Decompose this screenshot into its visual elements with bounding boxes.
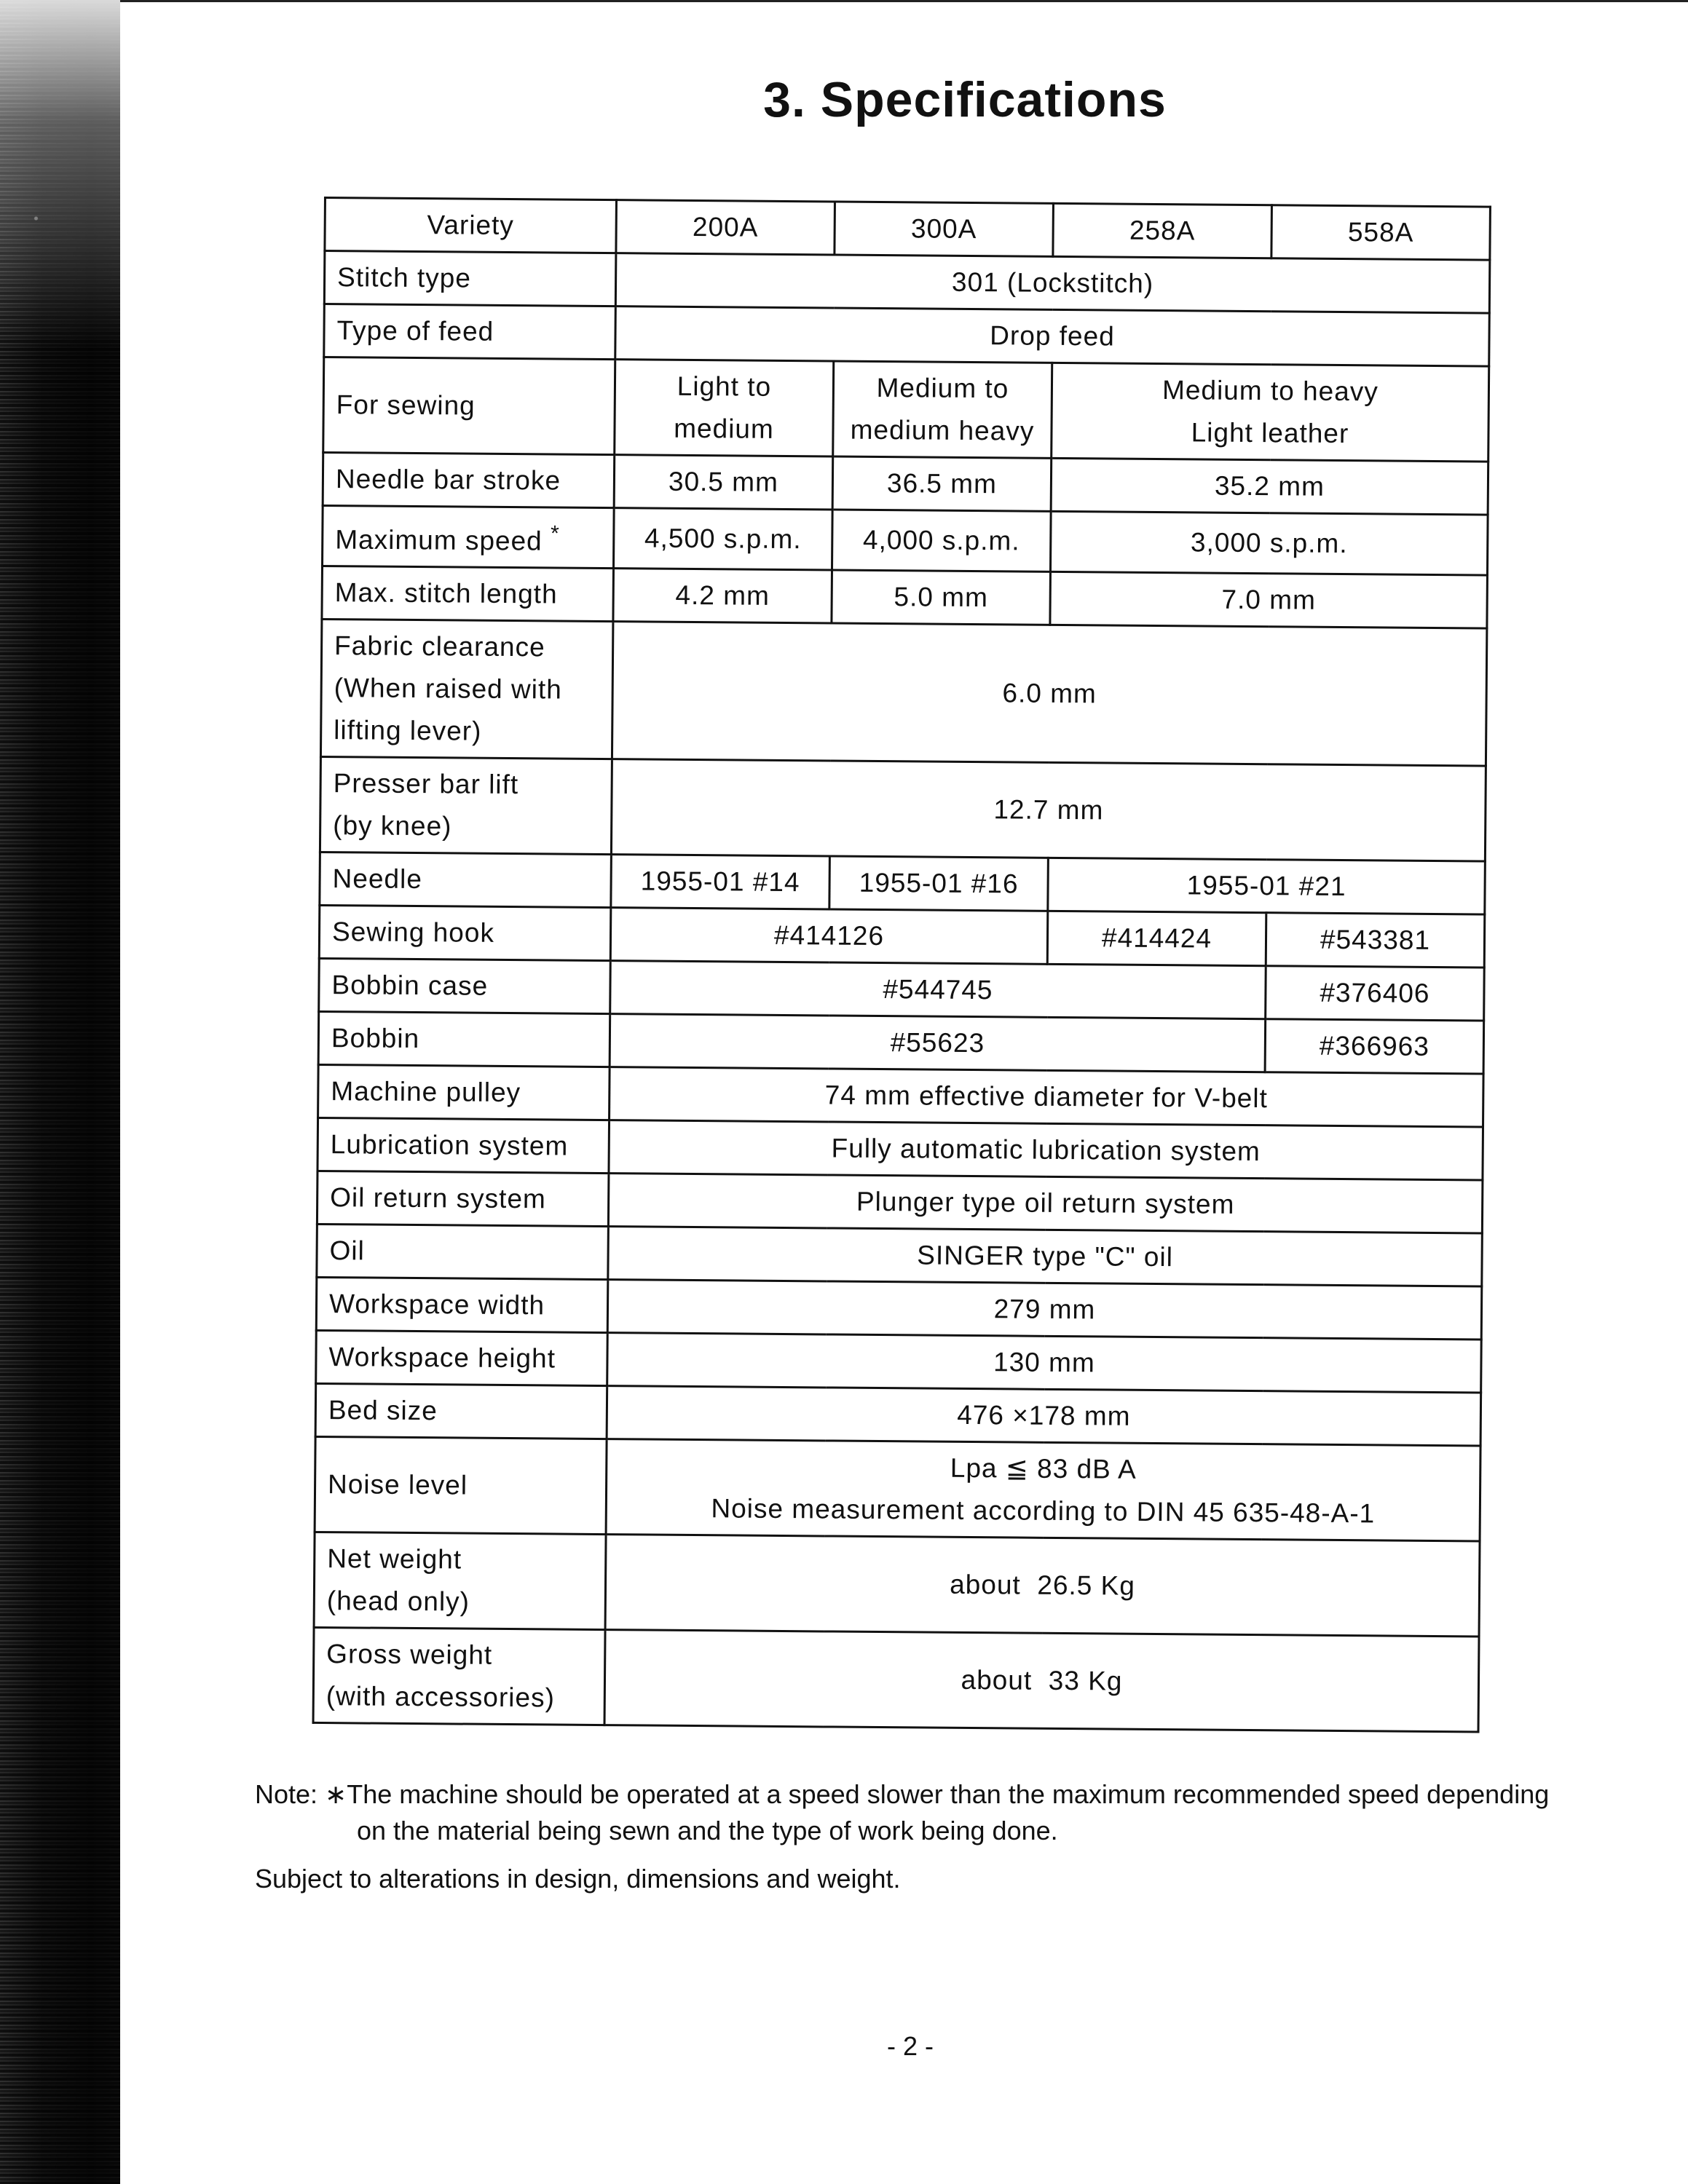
fabric-clearance-label-line3: lifting lever) xyxy=(334,715,482,747)
sewing-hook-label: Sewing hook xyxy=(319,906,611,961)
fabric-clearance-value: 6.0 mm xyxy=(612,622,1486,766)
maximum-speed-300a: 4,000 s.p.m. xyxy=(832,510,1051,572)
needle-bar-stroke-label: Needle bar stroke xyxy=(323,453,615,508)
net-weight-label-line2: (head only) xyxy=(326,1586,470,1617)
bobbin-200a-300a-258a: #55623 xyxy=(610,1014,1266,1072)
for-sewing-258a-558a-line2: Light leather xyxy=(1191,417,1349,449)
table-row-maximum-speed xyxy=(323,505,1488,575)
for-sewing-258a-558a xyxy=(1052,363,1489,462)
type-of-feed-label: Type of feed xyxy=(324,304,616,360)
table-row-bobbin xyxy=(318,1012,1484,1075)
lubrication-system-value: Fully automatic lubrication system xyxy=(609,1120,1483,1180)
maximum-speed-258a-558a: 3,000 s.p.m. xyxy=(1050,511,1488,575)
maximum-speed-label-cell xyxy=(323,505,615,568)
noise-level-value-line2: Noise measurement according to DIN 45 635-48-A-1 xyxy=(711,1493,1376,1529)
maximum-speed-200a: 4,500 s.p.m. xyxy=(613,508,832,571)
model-300a-header: 300A xyxy=(835,202,1054,256)
variety-label: Variety xyxy=(325,198,617,253)
needle-bar-stroke-300a: 36.5 mm xyxy=(832,456,1052,511)
bobbin-case-558a: #376406 xyxy=(1266,966,1485,1021)
workspace-height-label: Workspace height xyxy=(316,1331,608,1386)
stitch-type-label: Stitch type xyxy=(324,251,616,306)
gross-weight-value: about 33 Kg xyxy=(604,1630,1479,1732)
alterations-disclaimer: Subject to alterations in design, dimensions and weight. xyxy=(255,1864,901,1894)
presser-bar-lift-label-line2: (by knee) xyxy=(333,810,452,842)
for-sewing-200a-line2: medium xyxy=(674,413,774,444)
asterisk-mark: * xyxy=(550,521,560,546)
table-row-variety xyxy=(325,198,1491,261)
for-sewing-258a-558a-line1: Medium to heavy xyxy=(1162,375,1379,407)
needle-label: Needle xyxy=(320,852,612,908)
for-sewing-300a-line1: Medium to xyxy=(876,372,1009,404)
table-row-fabric-clearance xyxy=(320,620,1486,767)
max-stitch-length-300a: 5.0 mm xyxy=(832,570,1051,625)
footnote-line2: on the material being sewn and the type of work being done. xyxy=(357,1816,1058,1845)
noise-level-value-line1: Lpa ≦ 83 dB A xyxy=(950,1453,1137,1485)
table-row-for-sewing xyxy=(323,357,1489,462)
table-row-net-weight xyxy=(314,1532,1480,1637)
for-sewing-300a-line2: medium heavy xyxy=(850,414,1035,446)
footnote-line1: Note: ∗The machine should be operated at a speed slower than the maximum recommended speed depending xyxy=(255,1779,1550,1809)
specifications-table xyxy=(312,197,1491,1733)
max-stitch-length-258a-558a: 7.0 mm xyxy=(1050,572,1488,629)
table-row-sewing-hook xyxy=(319,906,1485,968)
workspace-width-value: 279 mm xyxy=(607,1280,1482,1340)
fabric-clearance-label-line1: Fabric clearance xyxy=(334,630,545,662)
stitch-type-value: 301 (Lockstitch) xyxy=(615,253,1490,313)
workspace-height-value: 130 mm xyxy=(607,1333,1482,1393)
sewing-hook-200a-300a: #414126 xyxy=(610,908,1048,965)
for-sewing-300a xyxy=(833,361,1052,458)
needle-258a-558a: 1955-01 #21 xyxy=(1048,858,1486,915)
table-row-gross-weight xyxy=(313,1628,1479,1733)
max-stitch-length-label: Max. stitch length xyxy=(322,566,614,622)
bobbin-label: Bobbin xyxy=(318,1012,610,1067)
net-weight-label-line1: Net weight xyxy=(327,1543,462,1575)
for-sewing-200a-line1: Light to xyxy=(677,371,772,402)
model-558a-header: 558A xyxy=(1271,205,1491,260)
for-sewing-200a xyxy=(615,360,834,456)
bobbin-case-label: Bobbin case xyxy=(319,959,611,1014)
oil-return-system-value: Plunger type oil return system xyxy=(608,1174,1483,1233)
model-200a-header: 200A xyxy=(616,200,835,255)
bobbin-558a: #366963 xyxy=(1265,1019,1484,1074)
sewing-hook-258a: #414424 xyxy=(1047,911,1266,966)
for-sewing-label: For sewing xyxy=(323,357,615,455)
table-row-presser-bar-lift xyxy=(320,757,1486,862)
gross-weight-label-line1: Gross weight xyxy=(326,1639,493,1671)
table-row-bobbin-case xyxy=(319,959,1485,1021)
net-weight-label xyxy=(314,1532,606,1630)
table-row-oil-return-system xyxy=(317,1171,1483,1234)
table-row-lubrication-system xyxy=(318,1118,1483,1181)
table-row-bed-size xyxy=(315,1384,1481,1447)
page-title: 3. Specifications xyxy=(763,72,1167,127)
bobbin-case-200a-300a-258a: #544745 xyxy=(610,961,1266,1019)
page-number: - 2 - xyxy=(886,2031,934,2061)
sewing-hook-558a: #543381 xyxy=(1266,913,1485,968)
model-258a-header: 258A xyxy=(1053,203,1272,258)
needle-200a: 1955-01 #14 xyxy=(611,855,830,909)
lubrication-system-label: Lubrication system xyxy=(318,1118,610,1174)
type-of-feed-value: Drop feed xyxy=(615,306,1490,366)
fabric-clearance-label xyxy=(320,620,612,759)
oil-return-system-label: Oil return system xyxy=(317,1171,609,1227)
gross-weight-label-line2: (with accessories) xyxy=(326,1681,556,1713)
table-row-stitch-type xyxy=(324,251,1490,314)
table-row-needle xyxy=(320,852,1486,915)
presser-bar-lift-label-line1: Presser bar lift xyxy=(333,768,519,800)
scanned-binding-edge xyxy=(0,0,120,2184)
noise-level-label: Noise level xyxy=(315,1437,607,1535)
needle-300a: 1955-01 #16 xyxy=(829,856,1049,911)
table-row-workspace-height xyxy=(316,1331,1482,1393)
footnote xyxy=(255,1776,1653,1849)
table-row-oil xyxy=(317,1224,1483,1287)
top-border-line xyxy=(120,0,1688,2)
needle-bar-stroke-200a: 30.5 mm xyxy=(614,455,833,510)
fabric-clearance-label-line2: (When raised with xyxy=(334,673,562,705)
presser-bar-lift-value: 12.7 mm xyxy=(611,759,1486,861)
bed-size-label: Bed size xyxy=(315,1384,607,1439)
machine-pulley-value: 74 mm effective diameter for V-belt xyxy=(610,1067,1484,1127)
table-row-noise-level xyxy=(315,1437,1480,1542)
oil-value: SINGER type "C" oil xyxy=(608,1227,1483,1286)
bed-size-value: 476 ×178 mm xyxy=(607,1386,1481,1446)
table-row-type-of-feed xyxy=(324,304,1490,367)
noise-level-value xyxy=(606,1439,1480,1541)
table-row-needle-bar-stroke xyxy=(323,453,1488,515)
presser-bar-lift-label xyxy=(320,757,612,855)
table-row-workspace-width xyxy=(316,1278,1482,1340)
table-row-machine-pulley xyxy=(318,1065,1484,1128)
workspace-width-label: Workspace width xyxy=(316,1278,608,1333)
max-stitch-length-200a: 4.2 mm xyxy=(613,569,832,623)
table-row-max-stitch-length xyxy=(322,566,1488,629)
machine-pulley-label: Machine pulley xyxy=(318,1065,610,1120)
maximum-speed-label: Maximum speed xyxy=(335,524,543,556)
oil-label: Oil xyxy=(317,1224,609,1280)
needle-bar-stroke-258a-558a: 35.2 mm xyxy=(1051,458,1488,515)
gross-weight-label xyxy=(313,1628,605,1725)
net-weight-value: about 26.5 Kg xyxy=(605,1535,1480,1637)
